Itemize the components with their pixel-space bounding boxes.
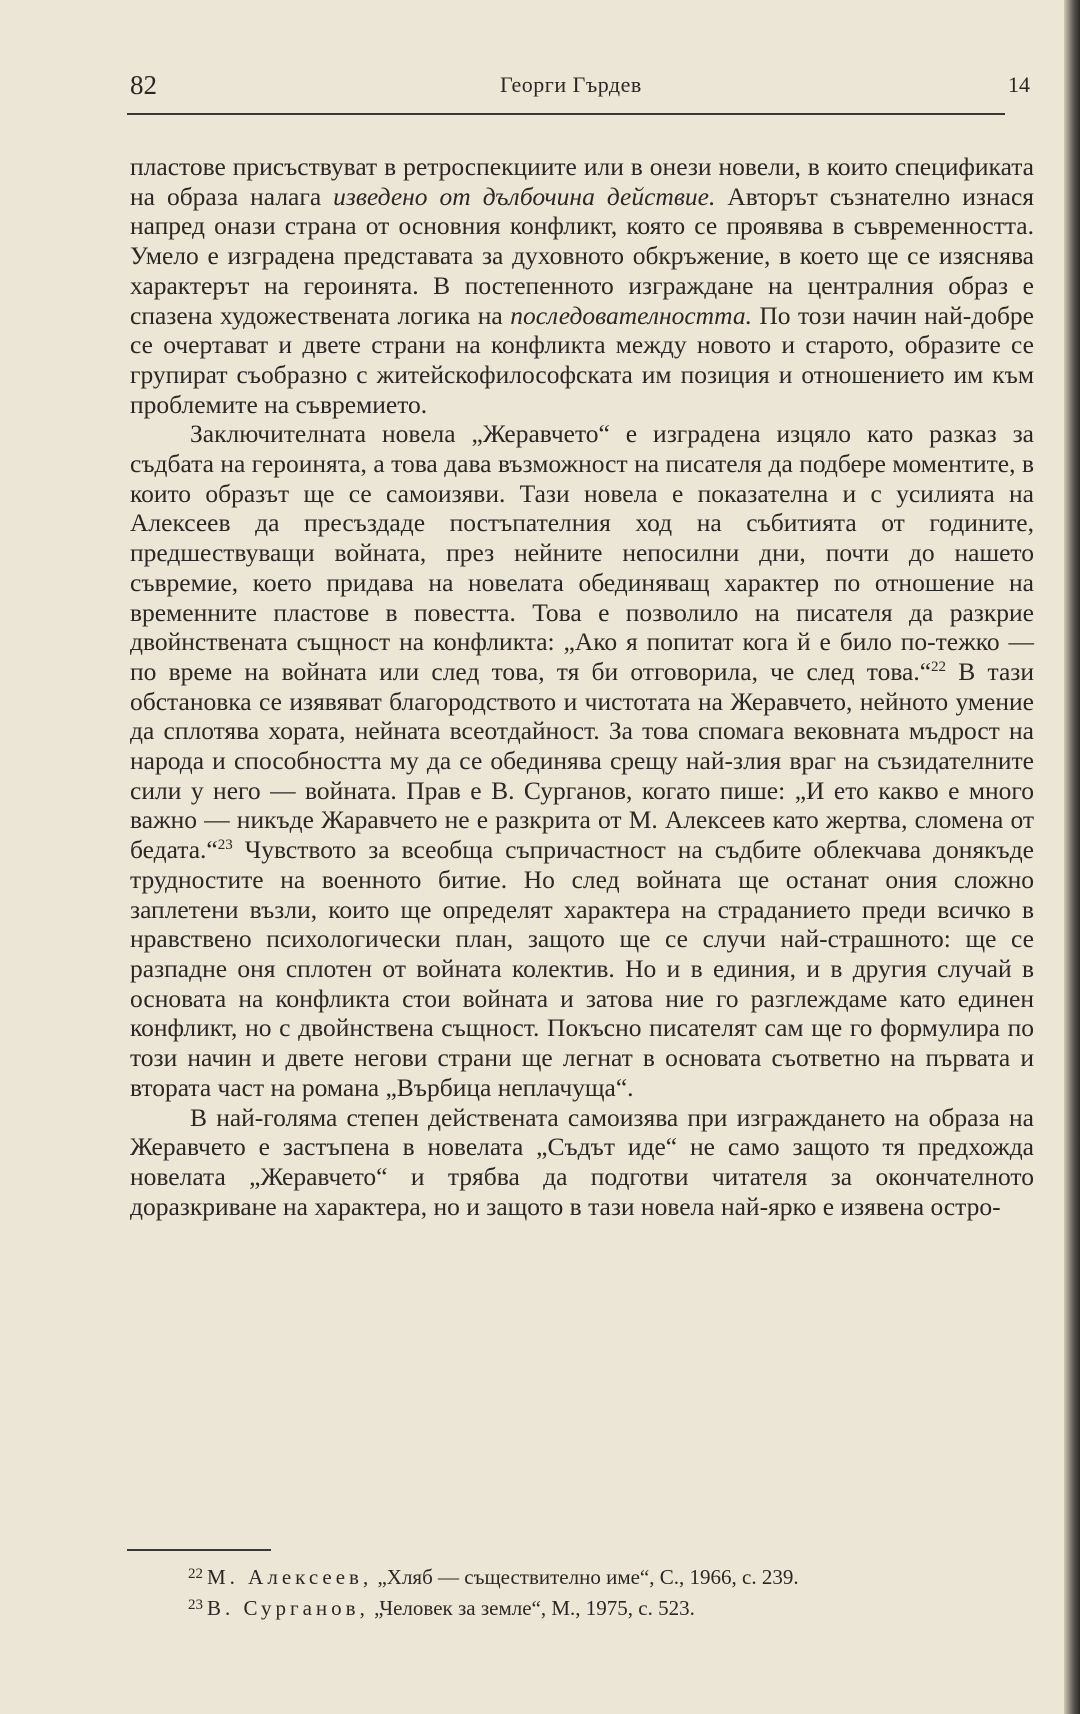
paragraph-1 (130, 152, 1034, 419)
footnote-rule (127, 1549, 271, 1551)
paragraph-3 (130, 1103, 1034, 1222)
paragraph-1-text-c: Авторът съзнателно изнася напред онази страна от основния конфликт, която се проявява в съвременността. Умело е изградена представата за духовното обкръжение, в което ще се изяснява характерът на героинята. В постепенното изграждане на централния образ е спазена художествената логика на (130, 181, 1034, 330)
chapter-number: 14 (1008, 72, 1030, 97)
paragraph-2 (130, 419, 1034, 1102)
footnote-ref-22: 22 (931, 658, 947, 675)
running-title: Георги Гърдев (500, 72, 642, 97)
footnote-text: „Человек за земле“, М., 1975, с. 523. (368, 1596, 695, 1620)
footnote-author: М. Алексеев, (207, 1565, 373, 1589)
paragraph-1-text-a: пластове присъствуват в ретроспекциите или в онези новели, в които спецификата на образа налага (130, 152, 1034, 211)
footnote-number: 23 (188, 1597, 203, 1613)
footnote-text: „Хляб — съществително име“, С., 1966, с. 239. (372, 1565, 799, 1589)
footnote-ref-23: 23 (217, 837, 233, 854)
body-text (130, 152, 1034, 1221)
footnotes (188, 1560, 1038, 1622)
footnote-22 (188, 1560, 1038, 1591)
paragraph-1-italic-d: последователността. (510, 300, 752, 330)
page-header (130, 70, 1030, 110)
paragraph-1-text-e: По този начин най-добре се очертават и двете страни на конфликта между новото и старото, образите се групират съобразно с житейскофилософската им позиция и отношението им към проблемите на съвремието. (130, 300, 1034, 419)
footnote-number: 22 (188, 1566, 203, 1582)
paragraph-1-italic-b: изведено от дълбочина действие. (333, 181, 716, 211)
page-number: 82 (130, 70, 157, 100)
paragraph-2-text-b: В тази обстановка се изявяват благородството и чистотата на Жеравчето, нейното умение да сплотява хората, нейната всеотдайност. За това спомага вековната мъдрост на народа и способността му да се обединява срещу най-злия враг на съзидателните сили у него — войната. Прав е В. Сурганов, когато пише: „И ето какво е много важно — никъде Жаравчето не е разкрита от М. Алексеев като жертва, сломена от бедата.“ (130, 656, 1034, 865)
header-rule (127, 113, 1005, 115)
paragraph-2-text-c: Чувството за всеобща съпричастност на съдбите облекчава донякъде трудностите на военното битие. Но след войната ще останат ония сложно заплетени възли, които ще определят характера на страданието преди всичко в нравствено психологически план, защото ще се случи най-страшното: ще се разпадне оня сплотен от войната колектив. Но и в единия, и в другия случай в основата на конфликта стои войната и затова ние го разглеждаме като единен конфликт, но с двойнствена същност. Покъсно писателят сам ще го формулира по този начин и двете негови страни ще легнат в основата съответно на първата и втората част на романа „Върбица неплачуща“. (130, 835, 1034, 1102)
paragraph-3-text: В най-голяма степен действената самоизява при изграждането на образа на Жеравчето е застъпена в новелата „Съдът иде“ не само защото тя предхожда новелата „Жеравчето“ и трябва да подготви читателя за окончателното доразкриване на характера, но и защото в тази новела най-ярко е изявена остро- (130, 1102, 1034, 1221)
page-edge-shadow (1064, 0, 1080, 1714)
paragraph-2-text-a: Заключителната новела „Жеравчето“ е изградена изцяло като разказ за съдбата на героинята, а това дава възможност на писателя да подбере моментите, в които образът ще се самоизяви. Тази новела е показателна и с усилията на Алексеев да пресъздаде постъпателния ход на събитията от годините, предшествуващи войната, през нейните непосилни дни, почти до нашето съвремие, което придава на новелата обединяващ характер по отношение на временните пластове в повестта. Това е позволило на писателя да разкрие двойнствената същност на конфликта: „Ако я попитат кога й е било по-тежко — по време на войната или след това, тя би отговорила, че след това.“ (130, 419, 1034, 686)
footnote-23 (188, 1591, 1038, 1622)
footnote-author: В. Сурганов, (207, 1596, 369, 1620)
